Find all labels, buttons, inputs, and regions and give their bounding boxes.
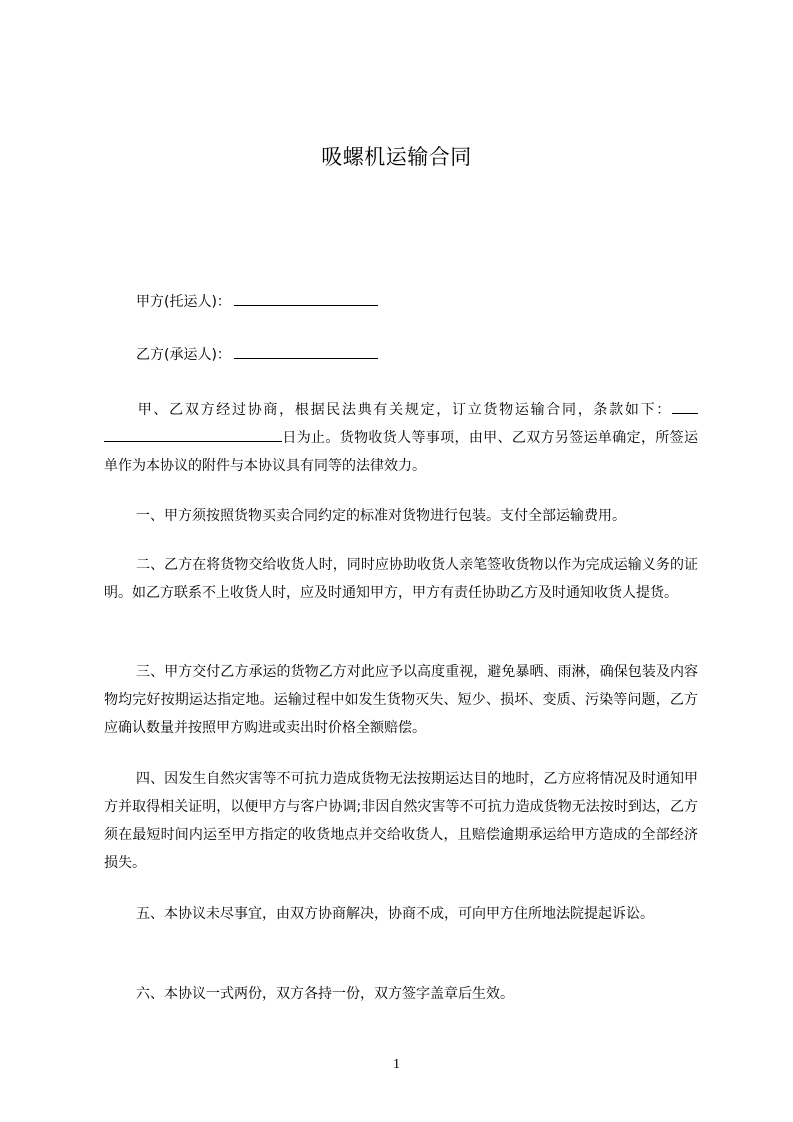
intro-blank-2[interactable] — [104, 427, 282, 442]
intro-text-2: 日为止。货物收货人等事项，由甲、乙双方另签运单确定，所签运单作为本协议的附件与本协议具有同等的法律效力。 — [104, 430, 698, 474]
clause-2-text: 二、乙方在将货物交给收货人时，同时应协助收货人亲笔签收货物以作为完成运输义务的证明。如乙方联系不上收货人时，应及时通知甲方，甲方有责任协助乙方及时通知收货人提货。 — [104, 557, 698, 601]
clause-3 — [104, 658, 698, 742]
page-number: 1 — [393, 1057, 400, 1072]
party-a-label: 甲方(托运人)： — [136, 294, 231, 310]
clause-1 — [104, 502, 698, 530]
clause-4-text: 四、因发生自然灾害等不可抗力造成货物无法按期运达目的地时，乙方应将情况及时通知甲方并取得相关证明，以便甲方与客户协调;非因自然灾害等不可抗力造成货物无法按时到达，乙方须在最短时间内运至甲方指定的收货地点并交给收货人，且赔偿逾期承运给甲方造成的全部经济损失。 — [104, 771, 698, 871]
party-a-blank[interactable] — [234, 291, 378, 306]
party-a-line — [136, 291, 378, 312]
document-title: 吸螺机运输合同 — [321, 145, 472, 169]
party-b-label: 乙方(承运人)： — [136, 347, 231, 363]
intro-paragraph — [104, 396, 698, 480]
clause-4 — [104, 765, 698, 877]
intro-text-1: 甲、乙双方经过协商，根据民法典有关规定，订立货物运输合同，条款如下： — [136, 402, 672, 418]
clause-1-text: 一、甲方须按照货物买卖合同约定的标准对货物进行包装。支付全部运输费用。 — [136, 508, 626, 524]
intro-blank-1[interactable] — [672, 399, 698, 414]
clause-2 — [104, 551, 698, 607]
clause-3-text: 三、甲方交付乙方承运的货物乙方对此应予以高度重视，避免暴晒、雨淋，确保包装及内容物均完好按期运达指定地。运输过程中如发生货物灭失、短少、损坏、变质、污染等问题，乙方应确认数量并按照甲方购进或卖出时价格全额赔偿。 — [104, 664, 698, 736]
clause-5-text: 五、本协议未尽事宜，由双方协商解决，协商不成，可向甲方住所地法院提起诉讼。 — [136, 906, 654, 922]
clause-5 — [104, 900, 698, 928]
clause-6 — [104, 980, 698, 1008]
clause-6-text: 六、本协议一式两份，双方各持一份，双方签字盖章后生效。 — [136, 986, 514, 1002]
party-b-blank[interactable] — [234, 344, 378, 359]
party-b-line — [136, 344, 378, 365]
